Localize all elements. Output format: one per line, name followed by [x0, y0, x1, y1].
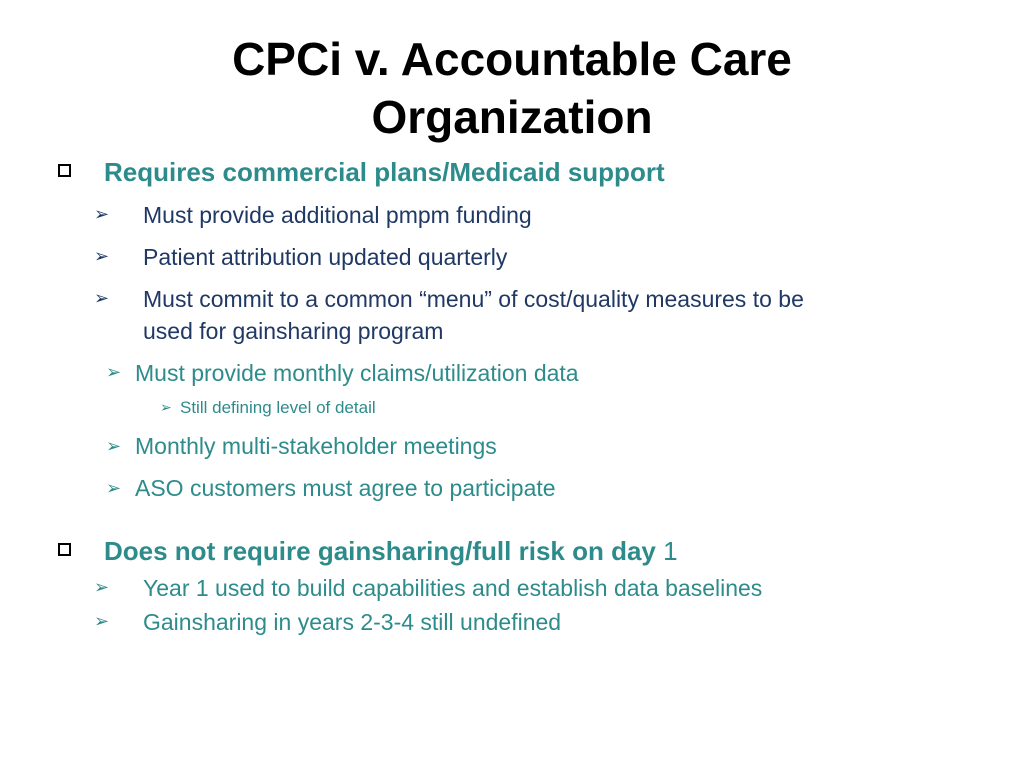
arrow-bullet-icon: ➢: [94, 246, 110, 267]
arrow-bullet-icon: ➢: [94, 577, 110, 598]
section2-item-2: Gainsharing in years 2-3-4 still undefined: [143, 609, 562, 635]
arrow-bullet-icon: ➢: [94, 204, 110, 225]
section1-subitem-2: Monthly multi-stakeholder meetings: [135, 433, 497, 459]
section1-subitem-detail: Still defining level of detail: [180, 398, 376, 417]
section1-subitem-3: ASO customers must agree to participate: [135, 475, 556, 501]
arrow-bullet-icon: ➢: [106, 478, 122, 499]
section1-subitem-1: Must provide monthly claims/utilization data: [135, 360, 579, 386]
slide-title: [0, 30, 1024, 146]
section1-heading: Requires commercial plans/Medicaid support: [104, 157, 665, 187]
arrow-bullet-icon: ➢: [94, 611, 110, 632]
title-line-2: Organization: [371, 91, 653, 143]
section1-item-2: Patient attribution updated quarterly: [143, 244, 508, 270]
section1-item-3: Must commit to a common “menu” of cost/quality measures to be: [143, 286, 804, 312]
section2-heading: [104, 535, 678, 567]
arrow-bullet-icon: ➢: [106, 362, 122, 383]
section1-item-3-continued: used for gainsharing program: [143, 318, 444, 344]
square-bullet-icon: [58, 164, 71, 177]
arrow-bullet-icon: ➢: [160, 400, 172, 416]
section2-item-1: Year 1 used to build capabilities and establish data baselines: [143, 575, 763, 601]
square-bullet-icon: [58, 543, 71, 556]
section1-item-1: Must provide additional pmpm funding: [143, 202, 532, 228]
section2-heading-bold: Does not require gainsharing/full risk on day: [104, 536, 656, 566]
title-line-1: CPCi v. Accountable Care: [232, 33, 792, 85]
section2-heading-suffix: 1: [655, 536, 678, 566]
arrow-bullet-icon: ➢: [106, 436, 122, 457]
arrow-bullet-icon: ➢: [94, 288, 110, 309]
